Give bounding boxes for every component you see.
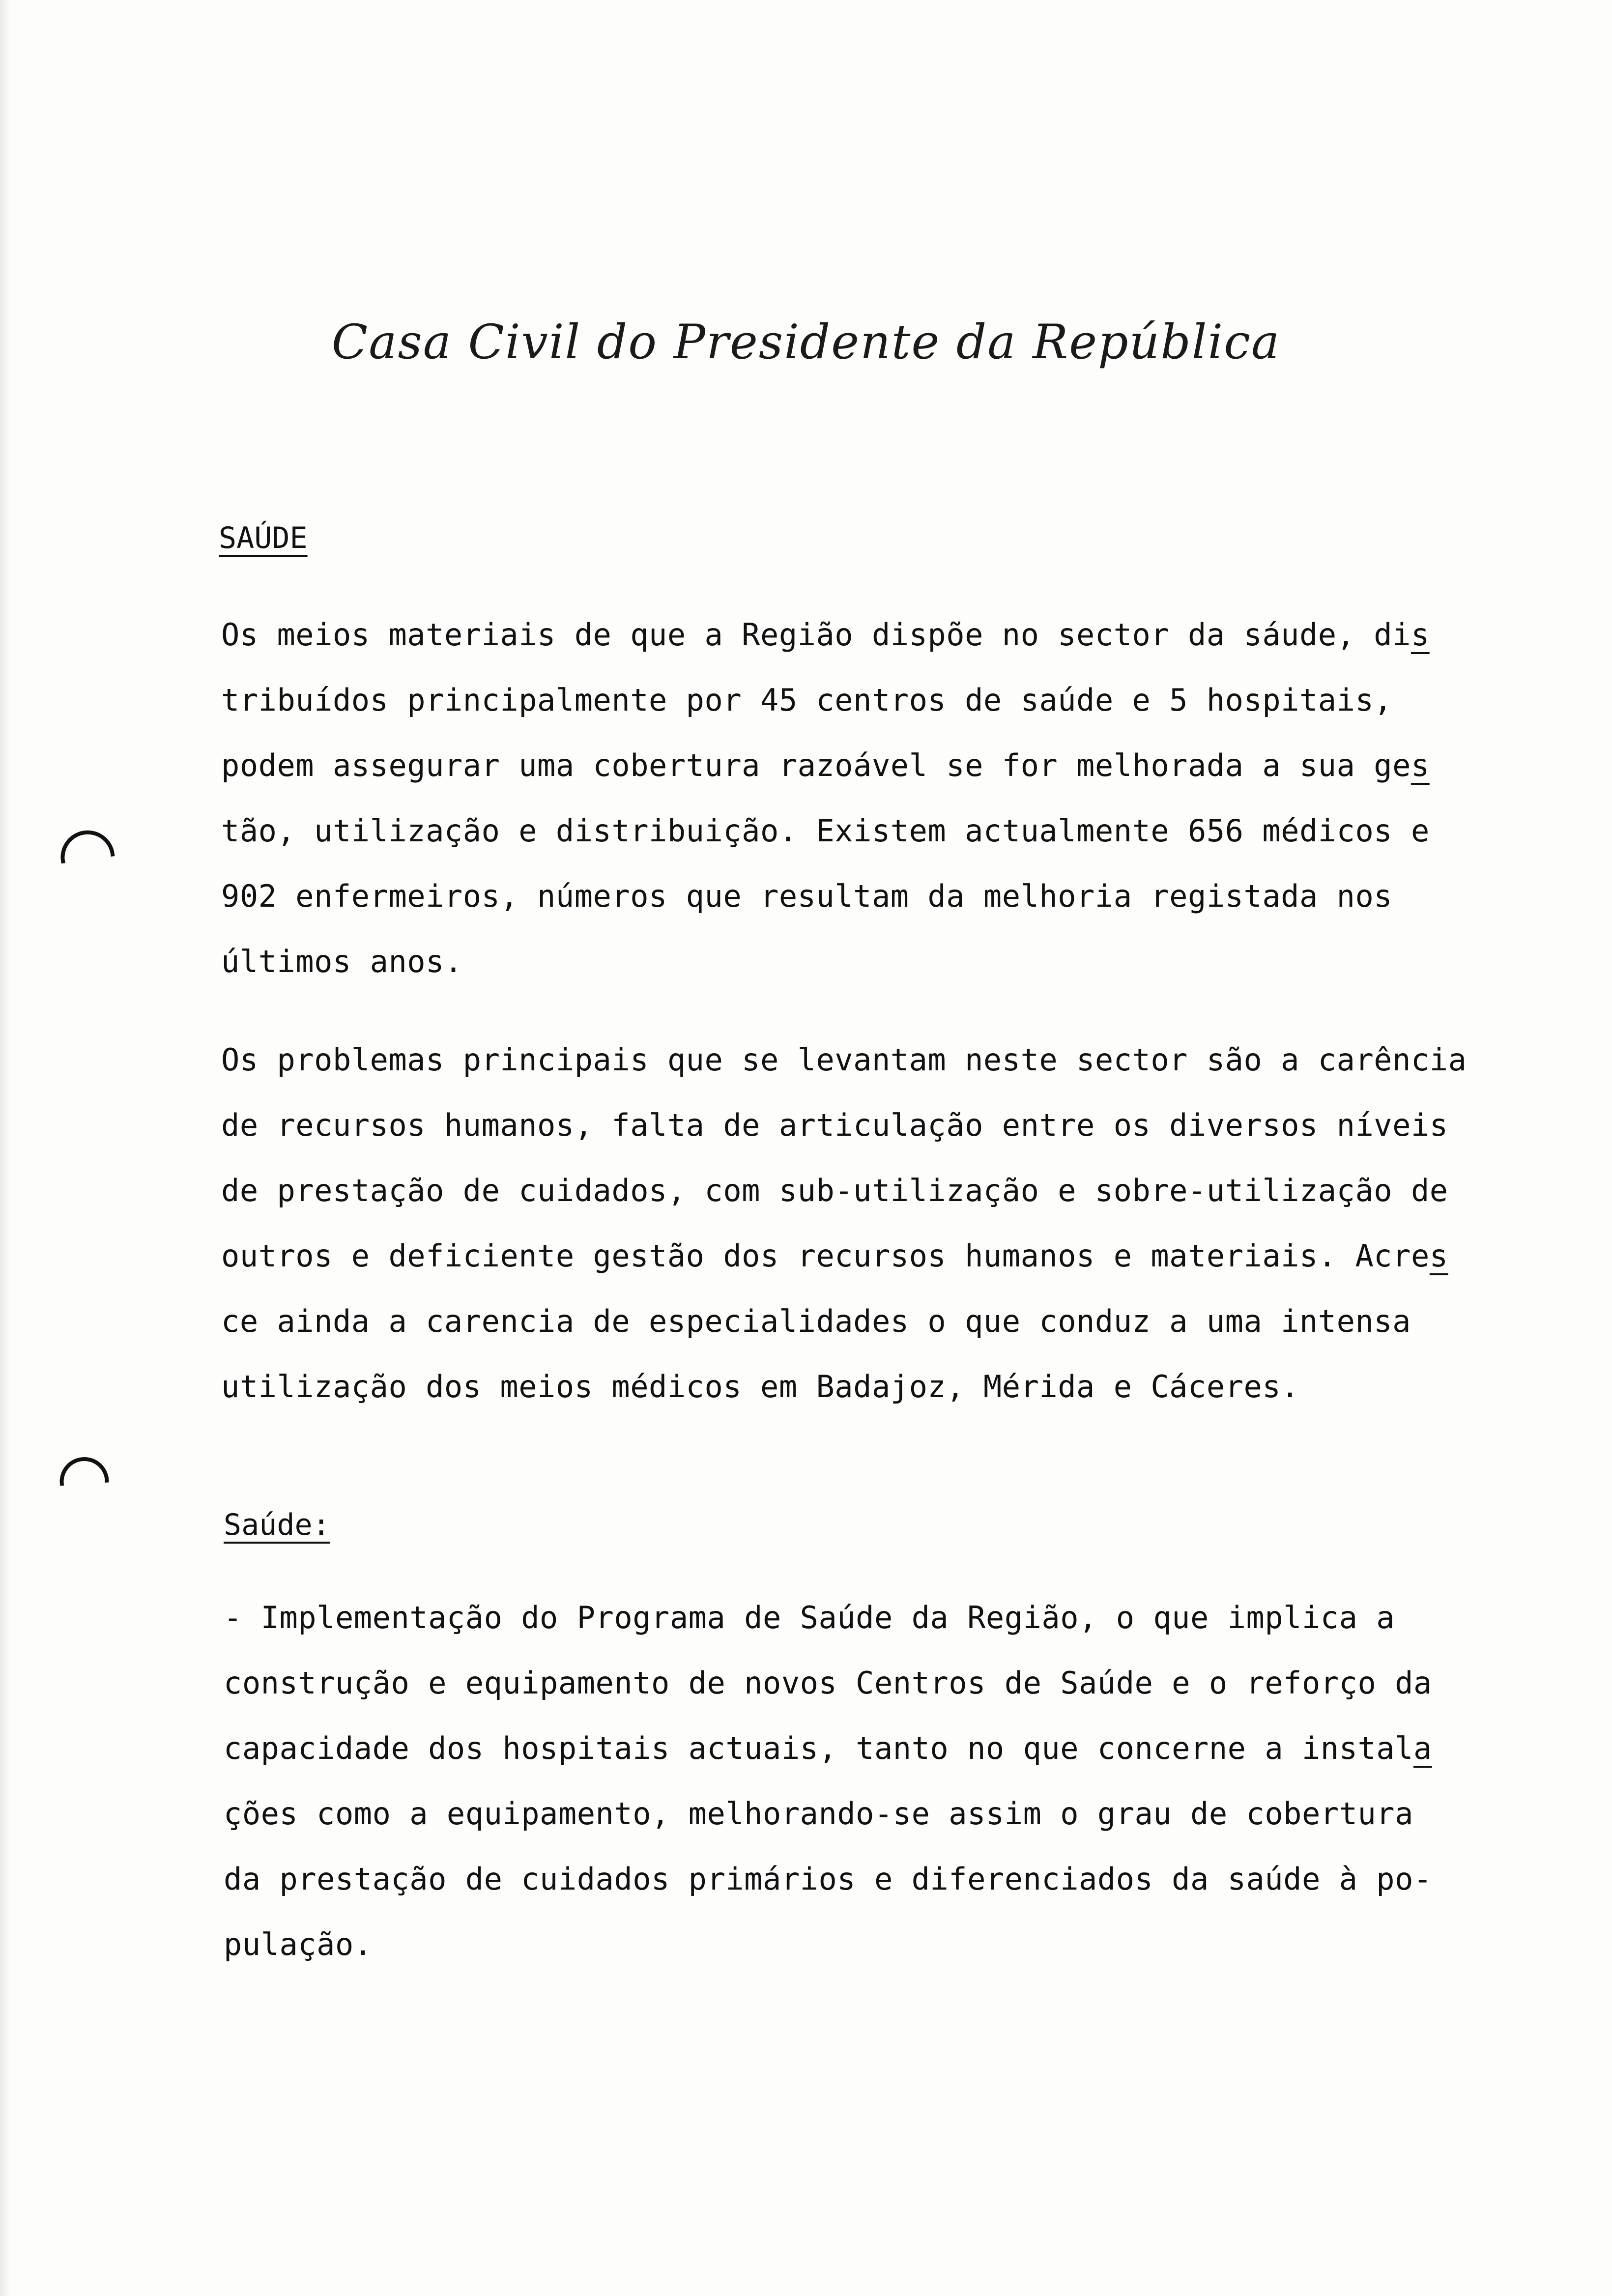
text-line: utilização dos meios médicos em Badajoz, Mérida e Cáceres. xyxy=(221,1369,1299,1405)
text-line: ce ainda a carencia de especialidades o que conduz a uma intensa xyxy=(221,1303,1411,1339)
text-line: construção e equipamento de novos Centros de Saúde e o reforço da xyxy=(224,1665,1432,1701)
letterhead: Casa Civil do Presidente da República xyxy=(331,315,1281,370)
text-line: ções como a equipamento, melhorando-se assim o grau de cobertura xyxy=(224,1796,1413,1832)
section-heading-saude: SAÚDE xyxy=(219,521,308,555)
text-line: capacidade dos hospitais actuais, tanto no que concerne a instala xyxy=(224,1730,1432,1766)
text-line: tão, utilização e distribuição. Existem actualmente 656 médicos e xyxy=(221,813,1430,849)
text-line: 902 enfermeiros, números que resultam da melhoria registada nos xyxy=(221,878,1393,914)
section-heading-saude-list: Saúde: xyxy=(224,1508,330,1542)
margin-mark-icon xyxy=(58,1456,109,1486)
text-line: últimos anos. xyxy=(221,944,463,979)
text-line: outros e deficiente gestão dos recursos humanos e materiais. Acres xyxy=(221,1238,1448,1274)
text-line: podem assegurar uma cobertura razoável se for melhorada a sua ges xyxy=(221,747,1430,783)
text-line: da prestação de cuidados primários e diferenciados da saúde à po- xyxy=(224,1861,1432,1897)
margin-mark-icon xyxy=(57,827,115,864)
text-line: Os problemas principais que se levantam neste sector são a carência xyxy=(221,1042,1467,1078)
text-line: tribuídos principalmente por 45 centros de saúde e 5 hospitais, xyxy=(221,682,1393,718)
text-line: de prestação de cuidados, com sub-utilização e sobre-utilização de xyxy=(221,1173,1448,1208)
text-line: de recursos humanos, falta de articulação entre os diversos níveis xyxy=(221,1107,1448,1143)
text-line: - Implementação do Programa de Saúde da Região, o que implica a xyxy=(224,1600,1395,1636)
text-line: pulação. xyxy=(224,1926,373,1962)
text-line: Os meios materiais de que a Região dispõe no sector da sáude, dis xyxy=(221,617,1430,653)
